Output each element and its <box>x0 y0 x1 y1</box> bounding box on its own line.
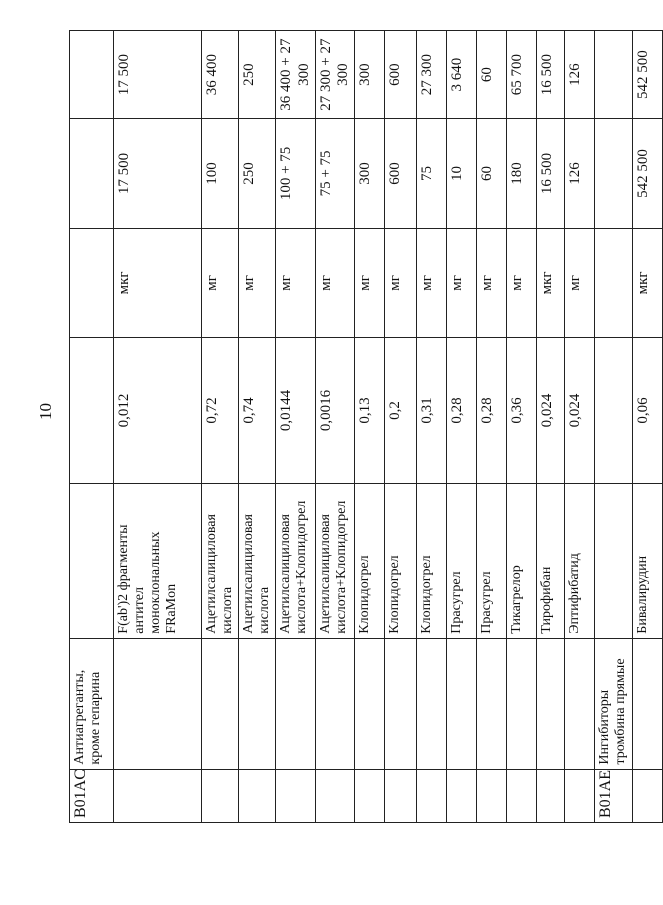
daily-dose-cell: 100 <box>202 119 239 229</box>
table-row <box>114 31 202 823</box>
frequency-cell: 0,72 <box>202 338 239 484</box>
course-dose-cell: 300 <box>355 31 385 119</box>
frequency-cell: 0,0016 <box>315 338 355 484</box>
pharmacological-group-cell <box>537 638 565 769</box>
unit-cell <box>595 228 632 338</box>
atc-code-cell <box>477 769 507 822</box>
table-row <box>565 31 595 823</box>
drug-name-cell: Тикагрелор <box>507 483 537 638</box>
table-row <box>447 31 477 823</box>
course-dose-cell: 65 700 <box>507 31 537 119</box>
unit-cell: мг <box>447 228 477 338</box>
course-dose-cell: 60 <box>477 31 507 119</box>
table-row <box>70 31 114 823</box>
pharmacological-group-cell <box>565 638 595 769</box>
daily-dose-cell: 126 <box>565 119 595 229</box>
table-row <box>202 31 239 823</box>
drug-name-cell: Бивалирудин <box>632 483 662 638</box>
course-dose-cell: 542 500 <box>632 31 662 119</box>
atc-code-cell <box>632 769 662 822</box>
daily-dose-cell: 60 <box>477 119 507 229</box>
pharmacological-group-cell <box>202 638 239 769</box>
daily-dose-cell: 542 500 <box>632 119 662 229</box>
pharmacological-group-cell <box>315 638 355 769</box>
pharmacological-group-cell <box>632 638 662 769</box>
drug-table-body <box>70 31 663 823</box>
daily-dose-cell: 600 <box>385 119 417 229</box>
atc-code-cell <box>239 769 276 822</box>
table-row <box>507 31 537 823</box>
unit-cell <box>70 228 114 338</box>
atc-code-cell <box>417 769 447 822</box>
unit-cell: мг <box>507 228 537 338</box>
table-row <box>355 31 385 823</box>
unit-cell: мг <box>355 228 385 338</box>
drug-name-cell: Клопидогрел <box>385 483 417 638</box>
pharmacological-group-cell <box>447 638 477 769</box>
pharmacological-group-cell: Ингибиторы тромбина прямые <box>595 638 632 769</box>
frequency-cell: 0,024 <box>565 338 595 484</box>
drug-name-cell: Ацетилсалициловая кислота+Клопидогрел <box>276 483 316 638</box>
drug-table-container <box>69 30 651 823</box>
frequency-cell: 0,31 <box>417 338 447 484</box>
course-dose-cell: 36 400 <box>202 31 239 119</box>
drug-name-cell: Эптифибатид <box>565 483 595 638</box>
atc-code-cell <box>315 769 355 822</box>
atc-code-cell <box>276 769 316 822</box>
atc-code-cell <box>537 769 565 822</box>
course-dose-cell: 250 <box>239 31 276 119</box>
page-number: 10 <box>36 403 55 420</box>
frequency-cell: 0,36 <box>507 338 537 484</box>
table-row <box>417 31 447 823</box>
atc-code-cell <box>507 769 537 822</box>
table-row <box>315 31 355 823</box>
unit-cell: мг <box>202 228 239 338</box>
frequency-cell: 0,28 <box>447 338 477 484</box>
drug-name-cell: Клопидогрел <box>417 483 447 638</box>
atc-code-cell <box>565 769 595 822</box>
drug-name-cell <box>70 483 114 638</box>
daily-dose-cell: 10 <box>447 119 477 229</box>
drug-name-cell <box>595 483 632 638</box>
drug-name-cell: Тирофибан <box>537 483 565 638</box>
frequency-cell: 0,74 <box>239 338 276 484</box>
course-dose-cell: 36 400 + 27 300 <box>276 31 316 119</box>
frequency-cell: 0,13 <box>355 338 385 484</box>
unit-cell: мг <box>385 228 417 338</box>
course-dose-cell: 27 300 + 27 300 <box>315 31 355 119</box>
course-dose-cell: 3 640 <box>447 31 477 119</box>
frequency-cell: 0,012 <box>114 338 202 484</box>
daily-dose-cell: 180 <box>507 119 537 229</box>
daily-dose-cell <box>70 119 114 229</box>
table-row <box>477 31 507 823</box>
pharmacological-group-cell <box>507 638 537 769</box>
frequency-cell <box>595 338 632 484</box>
daily-dose-cell: 16 500 <box>537 119 565 229</box>
frequency-cell <box>70 338 114 484</box>
drug-table <box>69 30 663 823</box>
table-row <box>385 31 417 823</box>
unit-cell: мкг <box>537 228 565 338</box>
drug-name-cell: Прасугрел <box>447 483 477 638</box>
course-dose-cell: 27 300 <box>417 31 447 119</box>
table-row <box>537 31 565 823</box>
unit-cell: мкг <box>114 228 202 338</box>
course-dose-cell <box>595 31 632 119</box>
pharmacological-group-cell <box>239 638 276 769</box>
frequency-cell: 0,0144 <box>276 338 316 484</box>
drug-name-cell: Клопидогрел <box>355 483 385 638</box>
pharmacological-group-cell: Антиагреганты, кроме гепарина <box>70 638 114 769</box>
drug-name-cell: Прасугрел <box>477 483 507 638</box>
table-row <box>595 31 632 823</box>
atc-code-cell <box>385 769 417 822</box>
unit-cell: мг <box>315 228 355 338</box>
course-dose-cell: 16 500 <box>537 31 565 119</box>
frequency-cell: 0,28 <box>477 338 507 484</box>
atc-code-cell <box>447 769 477 822</box>
unit-cell: мг <box>417 228 447 338</box>
drug-name-cell: Ацетилсалициловая кислота+Клопидогрел <box>315 483 355 638</box>
daily-dose-cell: 300 <box>355 119 385 229</box>
drug-name-cell: Ацетилсалициловая кислота <box>239 483 276 638</box>
course-dose-cell: 126 <box>565 31 595 119</box>
frequency-cell: 0,024 <box>537 338 565 484</box>
unit-cell: мг <box>565 228 595 338</box>
course-dose-cell: 600 <box>385 31 417 119</box>
drug-name-cell: F(ab')2 фрагменты антител моноклональных FRaMon <box>114 483 202 638</box>
daily-dose-cell: 250 <box>239 119 276 229</box>
unit-cell: мг <box>477 228 507 338</box>
daily-dose-cell: 100 + 75 <box>276 119 316 229</box>
drug-name-cell: Ацетилсалициловая кислота <box>202 483 239 638</box>
pharmacological-group-cell <box>276 638 316 769</box>
pharmacological-group-cell <box>417 638 447 769</box>
pharmacological-group-cell <box>355 638 385 769</box>
table-row <box>276 31 316 823</box>
frequency-cell: 0,2 <box>385 338 417 484</box>
daily-dose-cell: 75 <box>417 119 447 229</box>
atc-code-cell: B01AE <box>595 769 632 822</box>
table-row <box>632 31 662 823</box>
atc-code-cell <box>355 769 385 822</box>
pharmacological-group-cell <box>385 638 417 769</box>
table-row <box>239 31 276 823</box>
course-dose-cell: 17 500 <box>114 31 202 119</box>
pharmacological-group-cell <box>114 638 202 769</box>
atc-code-cell: B01AC <box>70 769 114 822</box>
unit-cell: мкг <box>632 228 662 338</box>
unit-cell: мг <box>276 228 316 338</box>
frequency-cell: 0,06 <box>632 338 662 484</box>
unit-cell: мг <box>239 228 276 338</box>
atc-code-cell <box>114 769 202 822</box>
daily-dose-cell: 17 500 <box>114 119 202 229</box>
daily-dose-cell <box>595 119 632 229</box>
course-dose-cell <box>70 31 114 119</box>
daily-dose-cell: 75 + 75 <box>315 119 355 229</box>
atc-code-cell <box>202 769 239 822</box>
pharmacological-group-cell <box>477 638 507 769</box>
